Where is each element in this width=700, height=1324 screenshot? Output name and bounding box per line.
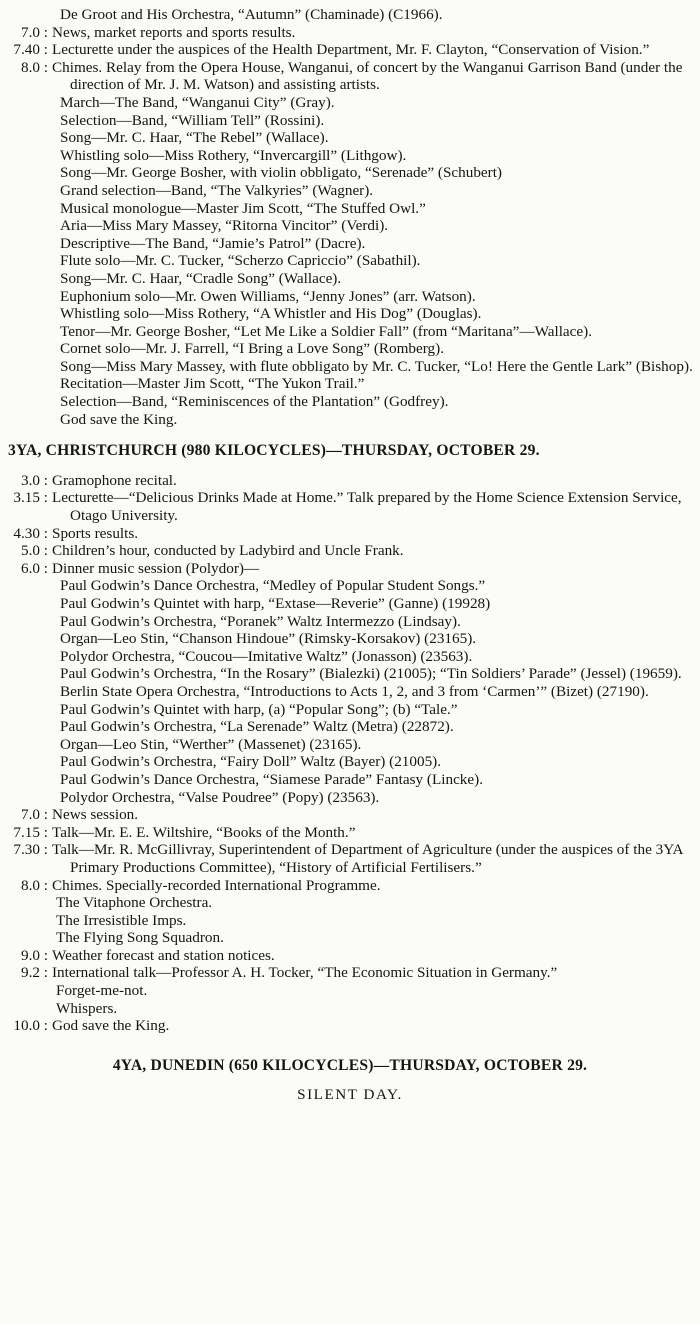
program-line: Selection—Band, “Reminiscences of the Plantation” (Godfrey). (60, 393, 449, 411)
program-line: Whistling solo—Miss Rothery, “A Whistler and His Dog” (Douglas). (60, 305, 482, 323)
time-label: 7.0 : (20, 806, 48, 824)
schedule-item (6, 41, 694, 59)
time-label: 9.2 : (20, 964, 48, 982)
intl-line: The Flying Song Squadron. (56, 929, 224, 947)
dinner-line: Paul Godwin’s Dance Orchestra, “Medley of Popular Student Songs.” (60, 577, 486, 595)
dinner-line: Berlin State Opera Orchestra, “Introductions to Acts 1, 2, and 3 from ‘Carmen’” (Bizet) (27190). (60, 682, 649, 700)
item-text: Chimes. Relay from the Opera House, Wanganui, of concert by the Wanganui Garrison Band (under the direction of Mr. J. M. Watson) and assisting artists. (52, 58, 683, 94)
dinner-line: Paul Godwin’s Quintet with harp, (a) “Popular Song”; (b) “Tale.” (60, 700, 458, 718)
item-text: News, market reports and sports results. (52, 23, 296, 41)
schedule-item (6, 824, 694, 842)
time-label: 7.40 : (13, 41, 48, 59)
station-heading-4ya: 4YA, DUNEDIN (650 KILOCYCLES)—THURSDAY, OCTOBER 29. (112, 1056, 588, 1074)
item-text: Weather forecast and station notices. (52, 946, 275, 964)
schedule-item (6, 489, 694, 524)
dinner-line: Paul Godwin’s Dance Orchestra, “Siamese Parade” Fantasy (Lincke). (60, 770, 483, 788)
program-line: Song—Miss Mary Massey, with flute obbligato by Mr. C. Tucker, “Lo! Here the Gentle Lark” (Bishop). (60, 357, 693, 375)
time-label: 6.0 : (20, 559, 48, 577)
time-label: 3.15 : (13, 489, 48, 507)
continuation-line: De Groot and His Orchestra, “Autumn” (Chaminade) (C1966). (60, 6, 443, 23)
program-line: Descriptive—The Band, “Jamie’s Patrol” (Dacre). (60, 234, 366, 252)
silent-day-note: SILENT DAY. (297, 1086, 403, 1104)
dinner-line: Paul Godwin’s Orchestra, “Poranek” Waltz Intermezzo (Lindsay). (60, 612, 461, 630)
item-text: Chimes. Specially-recorded International Programme. (52, 876, 381, 894)
schedule-item (6, 542, 694, 560)
item-text: Talk—Mr. R. McGillivray, Superintendent of Department of Agriculture (under the auspices of the 3YA Primary Productions Committee), “History of Artificial Fertilisers.” (52, 841, 683, 876)
item-text: News session. (52, 806, 139, 824)
program-line: Aria—Miss Mary Massey, “Ritorna Vincitor” (Verdi). (60, 217, 389, 235)
late-sub-line: Whispers. (56, 999, 118, 1017)
time-label: 7.0 : (20, 23, 48, 41)
time-label: 3.0 : (20, 471, 48, 489)
schedule-item (6, 24, 694, 42)
program-line: Song—Mr. C. Haar, “The Rebel” (Wallace). (60, 129, 329, 147)
program-line: March—The Band, “Wanganui City” (Gray). (60, 93, 335, 111)
program-line: Grand selection—Band, “The Valkyries” (Wagner). (60, 181, 374, 199)
dinner-line: Paul Godwin’s Quintet with harp, “Extase—Reverie” (Ganne) (19928) (60, 595, 491, 612)
item-text: Children’s hour, conducted by Ladybird and Uncle Frank. (52, 542, 404, 560)
schedule-item (6, 947, 694, 965)
late-sub-line: Forget-me-not. (56, 982, 148, 1000)
dinner-line: Paul Godwin’s Orchestra, “La Serenade” Waltz (Metra) (22872). (60, 718, 454, 736)
item-text: Gramophone recital. (52, 471, 177, 489)
dinner-line: Polydor Orchestra, “Valse Poudree” (Popy) (23563). (60, 788, 380, 806)
concert-program (6, 94, 694, 428)
dinner-line: Paul Godwin’s Orchestra, “In the Rosary” (Bialezki) (21005); “Tin Soldiers’ Parade” (Jessel) (19659). (60, 665, 682, 683)
schedule-item (6, 472, 694, 490)
dinner-line: Organ—Leo Stin, “Werther” (Massenet) (23165). (60, 735, 362, 753)
time-label: 5.0 : (20, 542, 48, 560)
program-line: Selection—Band, “William Tell” (Rossini). (60, 111, 325, 129)
program-line: Cornet solo—Mr. J. Farrell, “I Bring a Love Song” (Romberg). (60, 340, 444, 358)
intl-line: The Vitaphone Orchestra. (56, 894, 213, 912)
dinner-music-list (6, 577, 694, 806)
schedule-item (6, 59, 694, 94)
dinner-line: Polydor Orchestra, “Coucou—Imitative Waltz” (Jonasson) (23563). (60, 647, 473, 665)
dinner-line: Organ—Leo Stin, “Chanson Hindoue” (Rimsky-Korsakov) (23165). (60, 630, 477, 648)
program-line: Song—Mr. George Bosher, with violin obbligato, “Serenade” (Schubert) (60, 164, 502, 182)
time-label: 4.30 : (13, 524, 48, 542)
schedule-item (6, 560, 694, 578)
intl-line: The Irresistible Imps. (56, 911, 187, 929)
program-line: God save the King. (60, 410, 178, 428)
schedule-item (6, 525, 694, 543)
schedule-item (6, 806, 694, 824)
program-line: Flute solo—Mr. C. Tucker, “Scherzo Capriccio” (Sabathil). (60, 252, 421, 270)
station-heading-3ya: 3YA, CHRISTCHURCH (980 KILOCYCLES)—THURSDAY, OCTOBER 29. (8, 442, 540, 460)
schedule-item (6, 964, 694, 982)
schedule-item (6, 841, 694, 876)
program-line: Tenor—Mr. George Bosher, “Let Me Like a Soldier Fall” (from “Maritana”—Wallace). (60, 322, 592, 340)
schedule-item (6, 877, 694, 895)
schedule-item (6, 1017, 694, 1035)
item-text: God save the King. (52, 1017, 170, 1035)
time-label: 7.30 : (13, 841, 48, 859)
item-text: Lecturette under the auspices of the Health Department, Mr. F. Clayton, “Conservation of Vision.” (52, 41, 650, 59)
time-label: 10.0 : (13, 1017, 48, 1035)
dinner-line: Paul Godwin’s Orchestra, “Fairy Doll” Waltz (Bayer) (21005). (60, 753, 442, 771)
item-text: Lecturette—“Delicious Drinks Made at Home.” Talk prepared by the Home Science Extension Service, Otago University. (52, 489, 682, 525)
program-line: Musical monologue—Master Jim Scott, “The Stuffed Owl.” (60, 199, 426, 217)
program-line: Whistling solo—Miss Rothery, “Invercargill” (Lithgow). (60, 146, 407, 164)
time-label: 8.0 : (20, 58, 48, 76)
item-text: International talk—Professor A. H. Tocker, “The Economic Situation in Germany.” (52, 964, 558, 982)
program-line: Recitation—Master Jim Scott, “The Yukon Trail.” (60, 375, 365, 393)
time-label: 9.0 : (20, 946, 48, 964)
time-label: 7.15 : (13, 823, 48, 841)
item-text: Dinner music session (Polydor)— (52, 559, 260, 577)
time-label: 8.0 : (20, 876, 48, 894)
item-text: Talk—Mr. E. E. Wiltshire, “Books of the Month.” (52, 823, 356, 841)
program-line: Euphonium solo—Mr. Owen Williams, “Jenny Jones” (arr. Watson). (60, 287, 476, 305)
item-text: Sports results. (52, 524, 139, 542)
international-program (6, 894, 694, 947)
program-line: Song—Mr. C. Haar, “Cradle Song” (Wallace). (60, 269, 342, 287)
